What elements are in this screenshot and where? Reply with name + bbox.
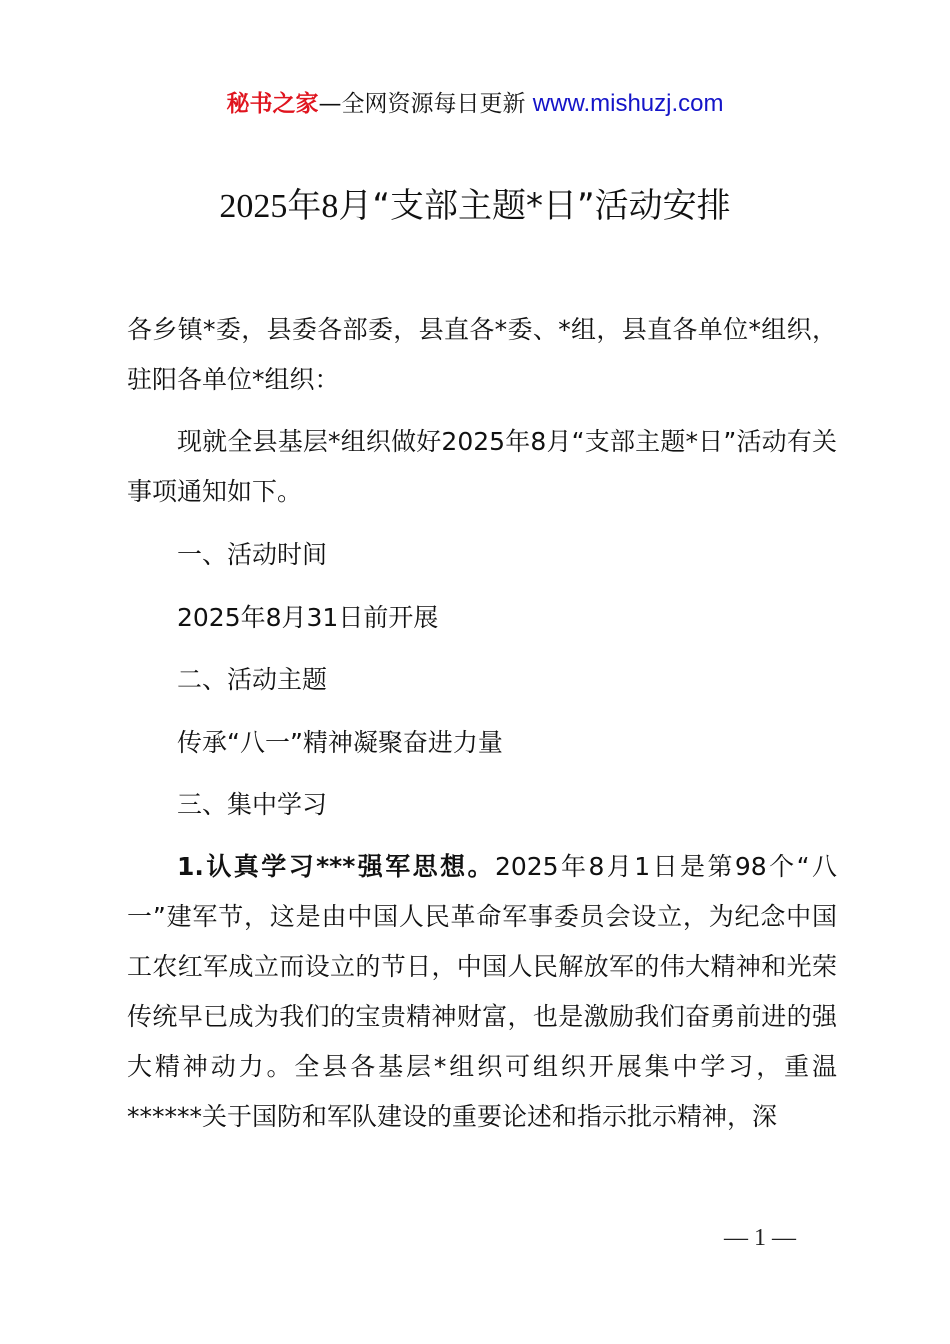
- study-item-paragraph: [127, 842, 837, 1142]
- title-year: 2025: [219, 188, 288, 225]
- brand-name: 秘书之家: [226, 91, 319, 117]
- page-number: — 1 —: [724, 1225, 796, 1251]
- section-activity-time-content: [127, 593, 837, 643]
- section-activity-time: [127, 530, 837, 580]
- section-activity-theme-content: [127, 718, 837, 768]
- section-heading: 三、集中学习: [177, 790, 328, 819]
- study-item-block: [127, 842, 837, 1142]
- intro-block: [127, 417, 837, 517]
- section-group-study: [127, 780, 837, 830]
- title-year-suffix: 年: [287, 186, 322, 226]
- document-title: [0, 182, 950, 231]
- study-item-lead: 1.认真学习***强军思想。: [177, 852, 495, 881]
- site-banner: [0, 88, 950, 120]
- site-tagline: —全网资源每日更新: [318, 91, 526, 117]
- section-heading: 一、活动时间: [177, 540, 328, 569]
- addressee-line: 各乡镇*委，县委各部委，县直各*委、*组，县直各单位*组织，驻阳各单位*组织：: [127, 315, 837, 394]
- section-content: 传承“八一”精神凝聚奋进力量: [177, 728, 503, 757]
- study-item-text: 2025年8月1日是第98个“八一”建军节，这是由中国人民革命军事委员会设立，为纪念中国工农红军成立而设立的节日，中国人民解放军的伟大精神和光荣传统早已成为我们的宝贵精神财富，也是激励我们奋勇前进的强大精神动力。全县各基层*组织可组织开展集中学习，重温******关于国防和军队建设的重要论述和指示批示精神，深: [127, 852, 837, 1131]
- intro-paragraph: 现就全县基层*组织做好2025年8月“支部主题*日”活动有关事项通知如下。: [127, 427, 837, 506]
- section-content: 2025年8月31日前开展: [177, 603, 439, 632]
- document-body: [127, 305, 837, 405]
- section-activity-theme: [127, 655, 837, 705]
- title-rest: 月“支部主题*日”活动安排: [338, 186, 731, 226]
- section-heading: 二、活动主题: [177, 665, 328, 694]
- site-url-link[interactable]: www.mishuzj.com: [532, 90, 724, 117]
- title-month: 8: [321, 188, 339, 225]
